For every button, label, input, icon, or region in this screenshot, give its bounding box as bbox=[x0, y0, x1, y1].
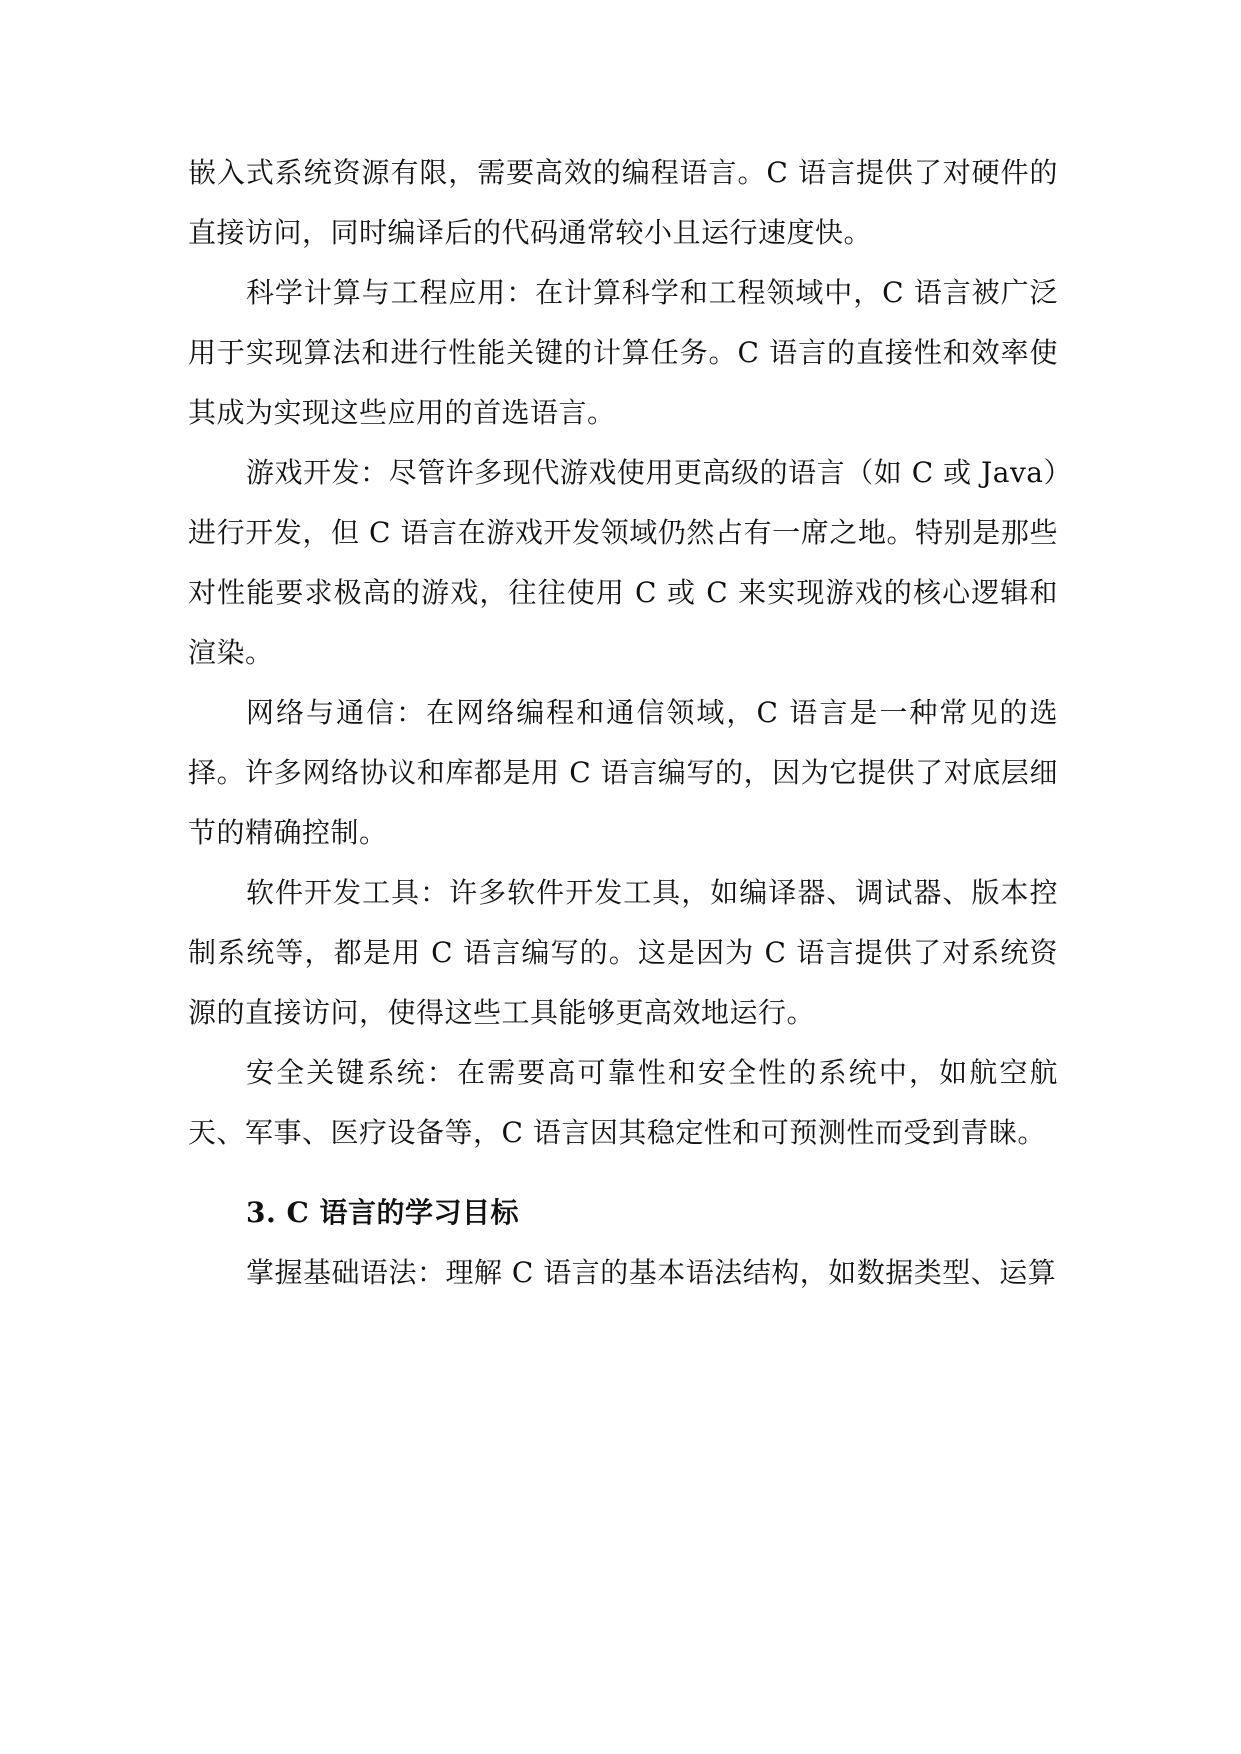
paragraph-dev-tools: 软件开发工具：许多软件开发工具，如编译器、调试器、版本控制系统等，都是用 C 语言编写的。这是因为 C 语言提供了对系统资源的直接访问，使得这些工具能够更高效地运行。 bbox=[188, 876, 1058, 1029]
document-body bbox=[188, 143, 1058, 1303]
paragraph-game-development: 游戏开发：尽管许多现代游戏使用更高级的语言（如 C 或 Java）进行开发，但 C 语言在游戏开发领域仍然占有一席之地。特别是那些对性能要求极高的游戏，往往使用 C 或 C 来实现游戏的核心逻辑和渲染。 bbox=[188, 456, 1058, 669]
paragraph-networking: 网络与通信：在网络编程和通信领域，C 语言是一种常见的选择。许多网络协议和库都是用 C 语言编写的，因为它提供了对底层细节的精确控制。 bbox=[188, 696, 1058, 849]
paragraph-embedded-systems: 嵌入式系统资源有限，需要高效的编程语言。C 语言提供了对硬件的直接访问，同时编译后的代码通常较小且运行速度快。 bbox=[188, 156, 1058, 249]
paragraph-scientific-computing: 科学计算与工程应用：在计算科学和工程领域中，C 语言被广泛用于实现算法和进行性能关键的计算任务。C 语言的直接性和效率使其成为实现这些应用的首选语言。 bbox=[188, 276, 1058, 429]
paragraph-safety-critical: 安全关键系统：在需要高可靠性和安全性的系统中，如航空航天、军事、医疗设备等，C 语言因其稳定性和可预测性而受到青睐。 bbox=[188, 1056, 1058, 1149]
section-heading: 3. C 语言的学习目标 bbox=[246, 1196, 520, 1229]
paragraph-basic-syntax: 掌握基础语法：理解 C 语言的基本语法结构，如数据类型、运算 bbox=[246, 1256, 1057, 1289]
